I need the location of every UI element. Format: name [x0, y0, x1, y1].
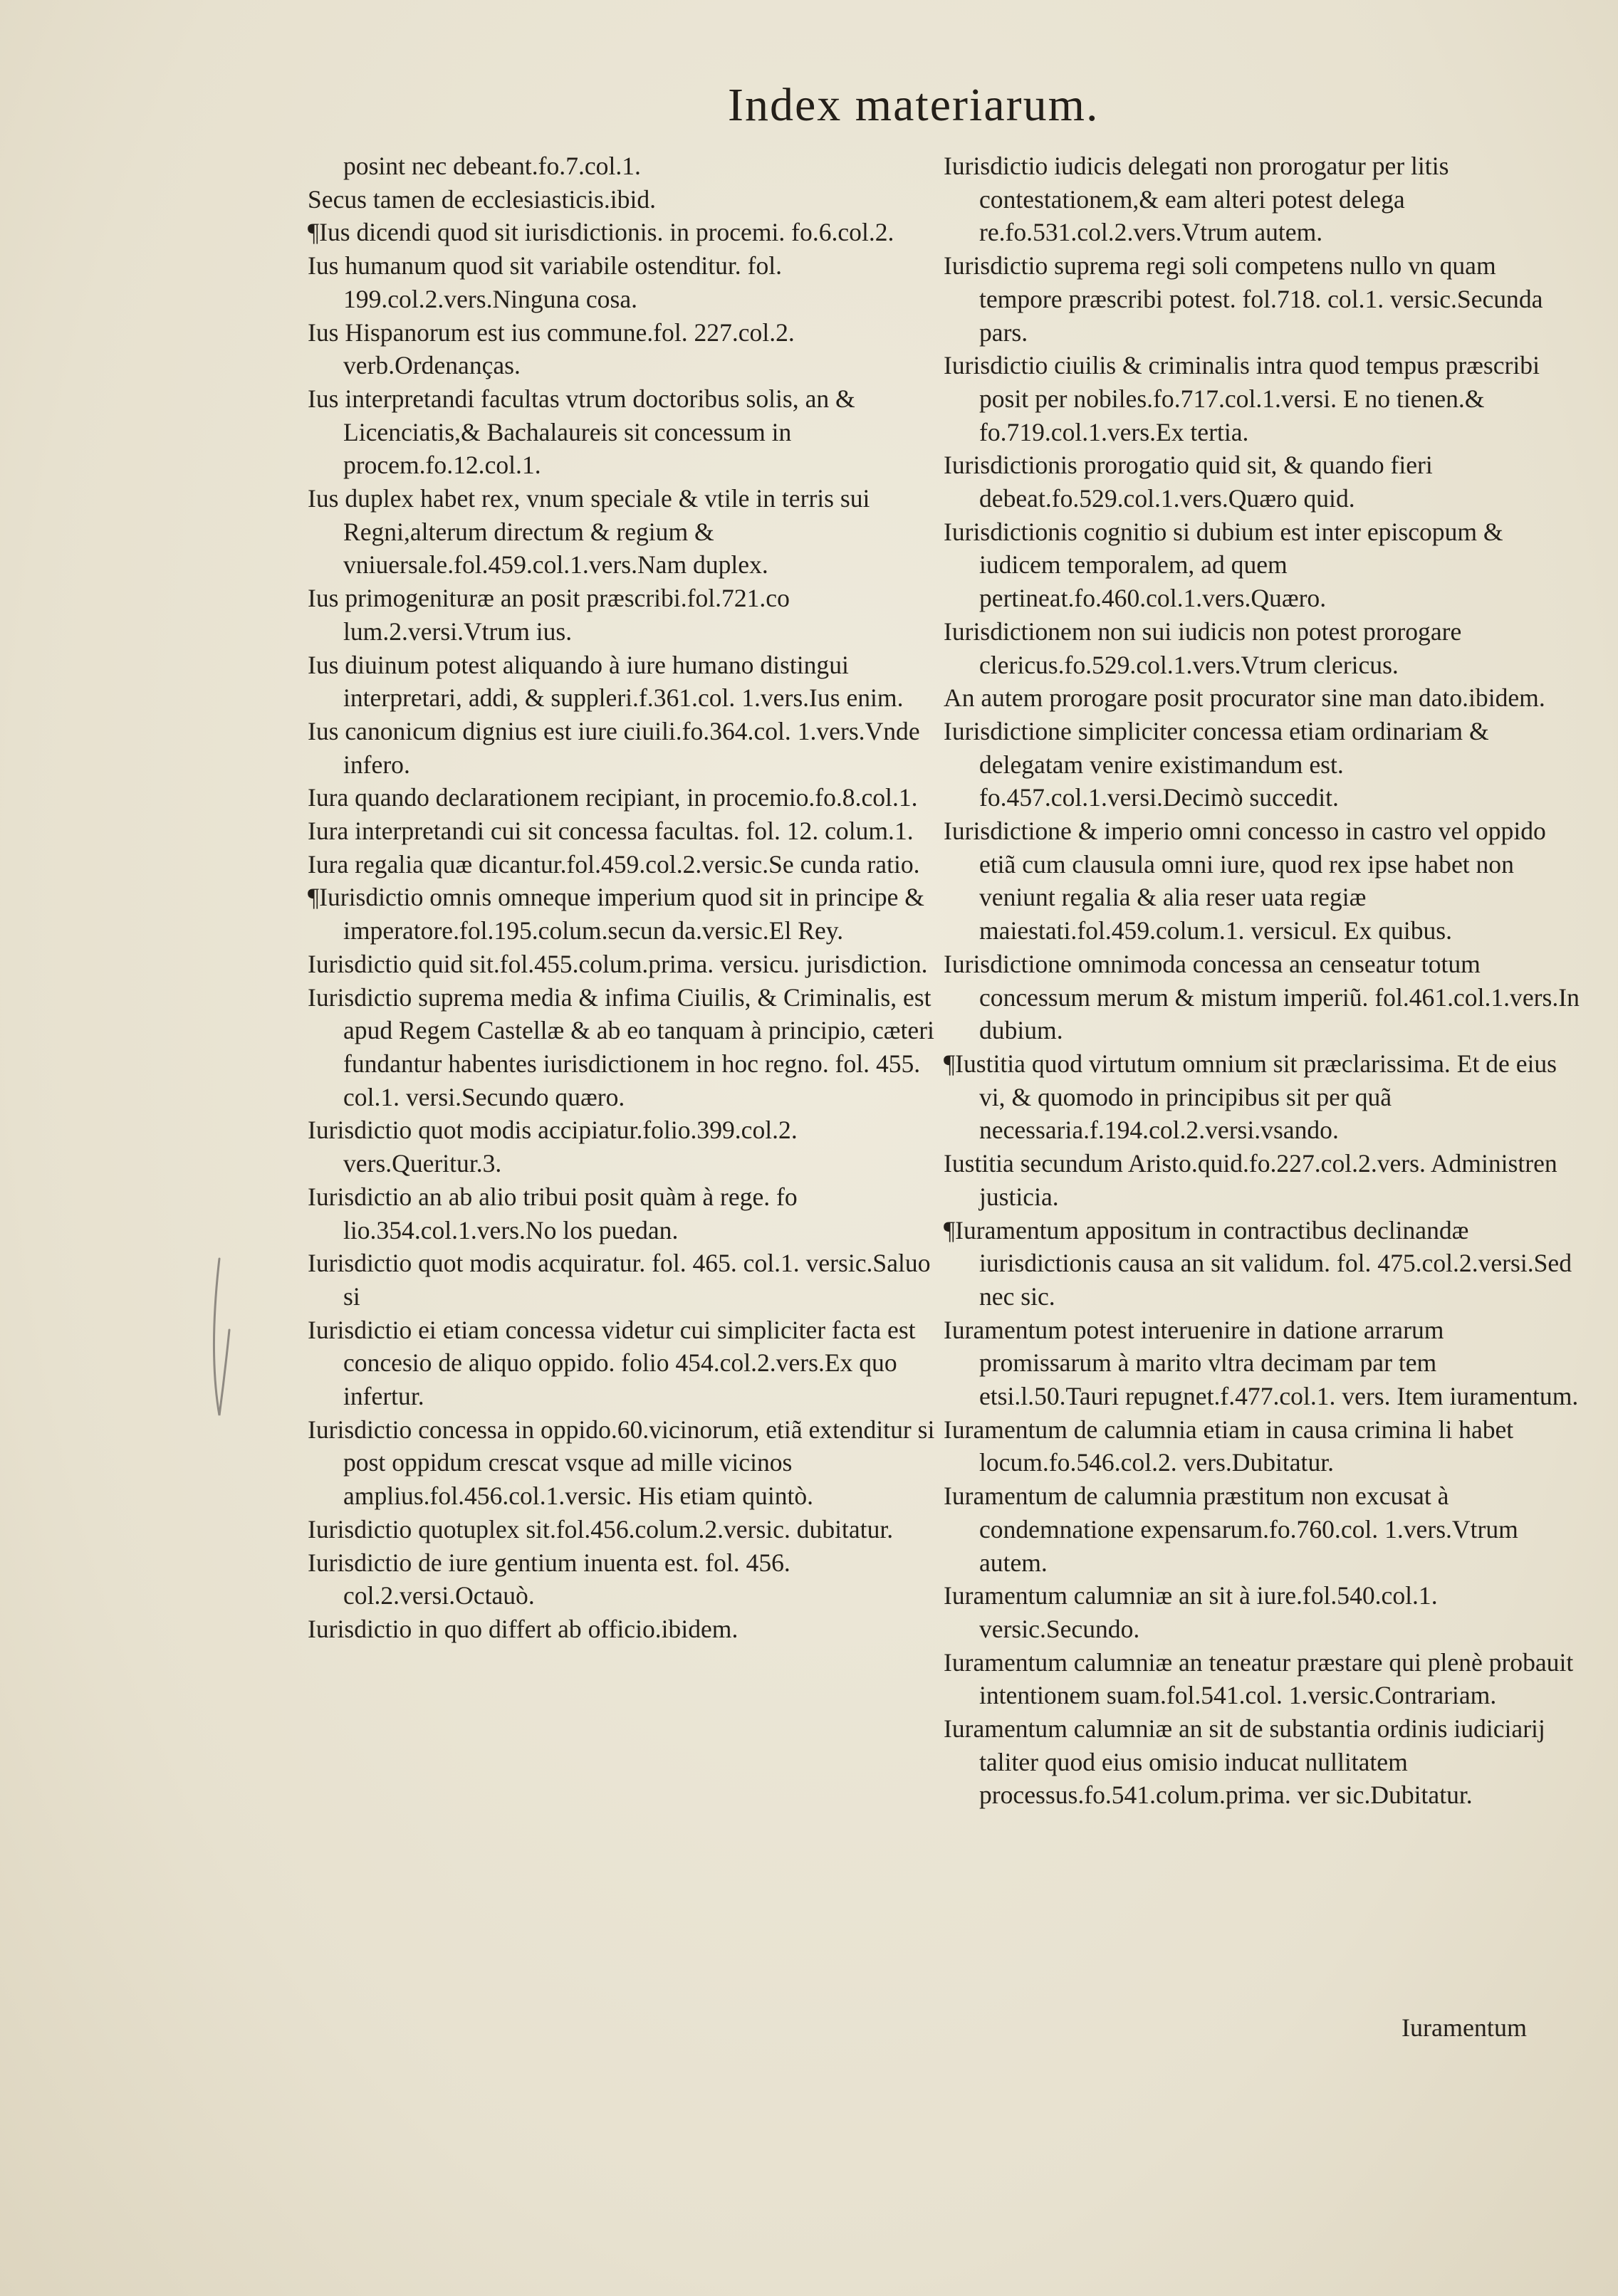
index-entry: Iurisdictio an ab alio tribui posit quàm à rege. fo lio.354.col.1.vers.No los puedan. — [308, 1182, 798, 1244]
index-entry: An autem prorogare posit procurator sine man dato.ibidem. — [944, 683, 1545, 713]
index-entry: posint nec debeant.fo.7.col.1. — [343, 152, 641, 180]
index-entry: Iurisdictio ei etiam concessa videtur cui simpliciter facta est concesio de aliquo oppido. folio 454.col.2.vers.Ex quo infertur. — [308, 1315, 916, 1411]
index-entry: Iustitia secundum Aristo.quid.fo.227.col.2.vers. Administren justicia. — [944, 1149, 1557, 1211]
index-entry: Iurisdictio quotuplex sit.fol.456.colum.2.versic. dubitatur. — [308, 1514, 894, 1543]
index-entry: ¶Iustitia quod virtutum omnium sit præclarissima. Et de eius vi, & quomodo in principibus sit per quã necessaria.f.194.col.2.versi.vsando. — [944, 1049, 1557, 1145]
page-header: Index materiarum. — [728, 79, 1100, 131]
index-entry: Iuramentum calumniæ an sit à iure.fol.540.col.1. versic.Secundo. — [944, 1581, 1438, 1643]
index-entry: Iuramentum de calumnia etiam in causa crimina li habet locum.fo.546.col.2. vers.Dubitatur. — [944, 1415, 1514, 1477]
index-entry: Iurisdictio de iure gentium inuenta est. fol. 456. col.2.versi.Octauò. — [308, 1548, 790, 1610]
left-column — [308, 150, 945, 1646]
index-entry: ¶Iurisdictio omnis omneque imperium quod sit in principe & imperatore.fol.195.colum.secun da.versic.El Rey. — [308, 883, 924, 945]
index-entry: Iurisdictione omnimoda concessa an censeatur totum concessum merum & mistum imperiũ. fol.461.col.1.vers.In dubium. — [944, 949, 1580, 1045]
index-entry: Iurisdictio suprema regi soli competens nullo vn quam tempore præscribi potest. fol.718. col.1. versic.Secunda pars. — [944, 251, 1543, 347]
index-entry: Iurisdictio quid sit.fol.455.colum.prima. versicu. jurisdiction. — [308, 949, 928, 978]
index-entry: Iura quando declarationem recipiant, in procemio.fo.8.col.1. — [308, 783, 918, 812]
index-entry: Iurisdictionem non sui iudicis non potest prorogare clericus.fo.529.col.1.vers.Vtrum clericus. — [944, 617, 1462, 679]
index-entry: Ius humanum quod sit variabile ostenditur. fol. 199.col.2.vers.Ninguna cosa. — [308, 251, 783, 313]
index-entry: Iurisdictionis prorogatio quid sit, & quando fieri debeat.fo.529.col.1.vers.Quæro quid. — [944, 451, 1433, 513]
index-entry: Iurisdictionis cognitio si dubium est inter episcopum & iudicem temporalem, ad quem pertineat.fo.460.col.1.vers.Quæro. — [944, 517, 1503, 613]
index-entry: ¶Ius dicendi quod sit iurisdictionis. in procemi. fo.6.col.2. — [308, 218, 894, 247]
index-entry: Ius duplex habet rex, vnum speciale & vtile in terris sui Regni,alterum directum & regium & vniuersale.fol.459.col.1.vers.Nam duplex. — [308, 484, 870, 580]
right-column — [944, 150, 1581, 1812]
index-entry: Iuramentum calumniæ an teneatur præstare qui plenè probauit intentionem suam.fol.541.col. 1.versic.Contrariam. — [944, 1647, 1574, 1710]
index-entry: Iurisdictio ciuilis & criminalis intra quod tempus præscribi posit per nobiles.fo.717.col.1.versi. E no tienen.& fo.719.col.1.vers.Ex tertia. — [944, 351, 1540, 446]
index-entry: Ius canonicum dignius est iure ciuili.fo.364.col. 1.vers.Vnde infero. — [308, 716, 920, 779]
index-entry: ¶Iuramentum appositum in contractibus declinandæ iurisdictionis causa an sit validum. fol. 475.col.2.versi.Sed nec sic. — [944, 1215, 1572, 1311]
catchword: Iuramentum — [1402, 2013, 1527, 2042]
index-entry: Ius diuinum potest aliquando à iure humano distingui interpretari, addi, & suppleri.f.361.col. 1.vers.Ius enim. — [308, 650, 904, 713]
index-entry: Iurisdictio quot modis accipiatur.folio.399.col.2. vers.Queritur.3. — [308, 1116, 798, 1178]
index-entry: Iuramentum de calumnia præstitum non excusat à condemnatione expensarum.fo.760.col. 1.vers.Vtrum autem. — [944, 1482, 1518, 1577]
index-entry: Iurisdictio concessa in oppido.60.vicinorum, etiã extenditur si post oppidum crescat vsque ad mille vicinos amplius.fol.456.col.1.versic. His etiam quintò. — [308, 1415, 935, 1511]
index-entry: Iura regalia quæ dicantur.fol.459.col.2.versic.Se cunda ratio. — [308, 849, 920, 879]
index-entry: Iurisdictio iudicis delegati non prorogatur per litis contestationem,& eam alteri potest delega re.fo.531.col.2.vers.Vtrum autem. — [944, 152, 1449, 247]
index-entry: Iuramentum potest interuenire in datione arrarum promissarum à marito vltra decimam par tem etsi.l.50.Tauri repugnet.f.477.col.1. vers. Item iuramentum. — [944, 1315, 1579, 1411]
index-entry: Iurisdictione simpliciter concessa etiam ordinariam & delegatam venire existimandum est. fo.457.col.1.versi.Decimò succedit. — [944, 716, 1489, 812]
index-entry: Ius interpretandi facultas vtrum doctoribus solis, an & Licenciatis,& Bachalaureis sit concessum in procem.fo.12.col.1. — [308, 384, 855, 480]
index-entry: Ius Hispanorum est ius commune.fol. 227.col.2. verb.Ordenanças. — [308, 318, 795, 380]
index-entry: Iurisdictione & imperio omni concesso in castro vel oppido etiã cum clausula omni iure, quod rex ipse habet non veniunt regalia & alia reser uata regiæ maiestati.fol.459.colum.1. versicul. Ex quibus. — [944, 817, 1546, 945]
index-entry: Iura interpretandi cui sit concessa facultas. fol. 12. colum.1. — [308, 817, 914, 846]
pencil-mark — [198, 1252, 241, 1465]
index-entry: Iurisdictio in quo differt ab officio.ibidem. — [308, 1614, 738, 1643]
index-entry: Iuramentum calumniæ an sit de substantia ordinis iudiciarij taliter quod eius omisio inducat nullitatem processus.fo.541.colum.prima. ver sic.Dubitatur. — [944, 1714, 1545, 1810]
index-entry: Iurisdictio suprema media & infima Ciuilis, & Criminalis, est apud Regem Castellæ & ab eo tanquam à principio, cæteri fundantur habentes iurisdictionem in hoc regno. fol. 455. col.1. versi.Secundo quæro. — [308, 982, 934, 1111]
index-entry: Ius primogenituræ an posit præscribi.fol.721.co lum.2.versi.Vtrum ius. — [308, 584, 790, 646]
index-entry: Secus tamen de ecclesiasticis.ibid. — [308, 184, 657, 214]
index-entry: Iurisdictio quot modis acquiratur. fol. 465. col.1. versic.Saluo si — [308, 1249, 931, 1311]
